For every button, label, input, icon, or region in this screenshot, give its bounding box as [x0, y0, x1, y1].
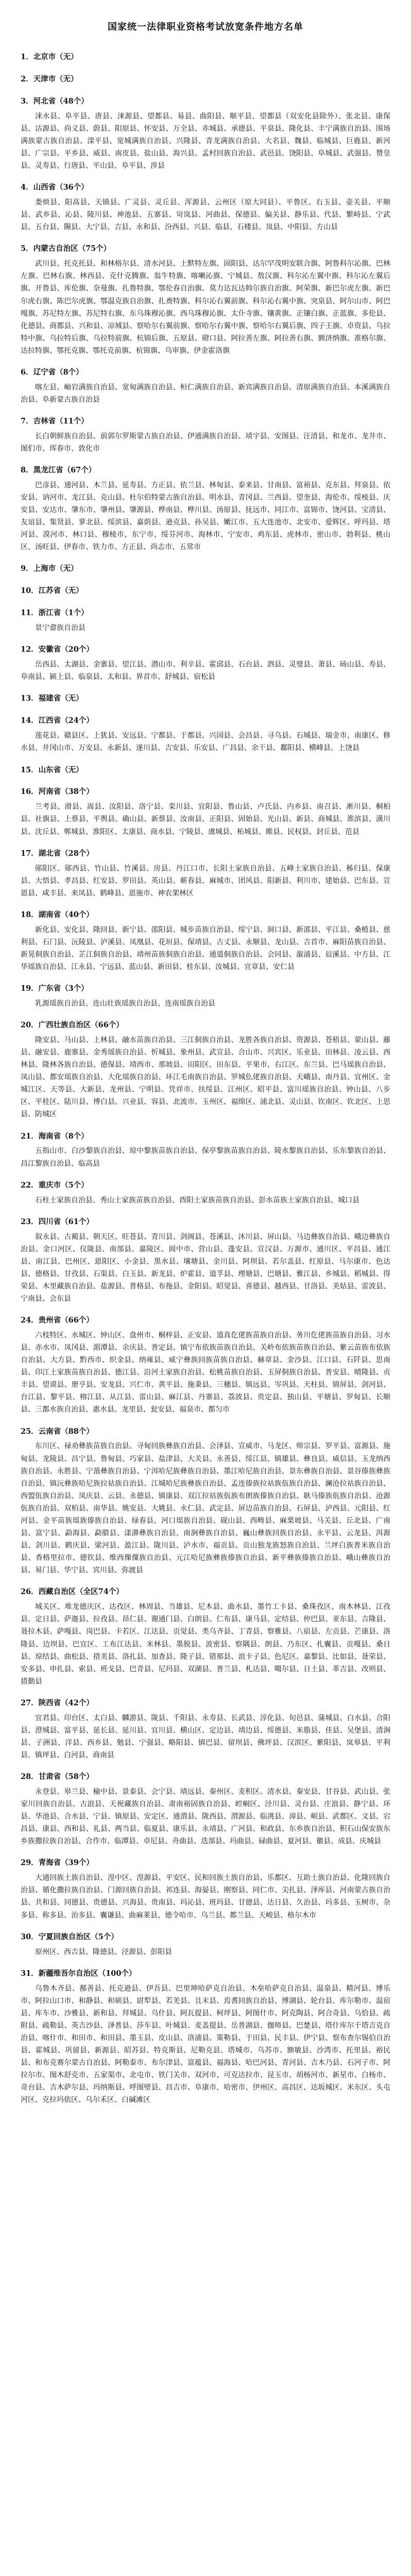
province-heading: 24．贵州省（66个） — [21, 1316, 94, 1325]
province-heading: 2．天津市（无） — [21, 74, 78, 83]
province-section — [21, 607, 390, 634]
province-section — [21, 1019, 390, 1121]
province-section — [21, 464, 390, 553]
province-heading: 26．西藏自治区（全区74个） — [21, 1587, 124, 1597]
county-list: 石柱土家族自治县、秀山土家族苗族自治县、酉阳土家族苗族自治县、彭水苗族土家族自治县、城口县 — [35, 1196, 359, 1205]
province-heading: 16．河南省（38个） — [21, 787, 94, 796]
province-section — [21, 181, 390, 233]
county-list: 喀左县、岫岩满族自治县、宽甸满族自治县、桓仁满族自治县、新宾满族自治县、清原满族自治县、本溪满族自治县、阜新蒙古族自治县 — [21, 383, 390, 404]
county-list: 六枝特区、水城区、钟山区、盘州市、桐梓县、正安县、道真仡佬族苗族自治县、务川仡佬族苗族自治县、习水县、赤水市、凤冈县、湄潭县、余庆县、普定县、镇宁布依族苗族自治县、关岭布依族苗族自治县、紫云苗族布依族自治县、大方县、黔西市、织金县、纳雍县、威宁彝族回族苗族自治县、赫章县、金沙县、江口县、石阡县、思南县、印江土家族苗族自治县、德江县、沿河土家族自治县、松桃苗族自治县、玉屏侗族自治县、普安县、晴隆县、贞丰县、望谟县、册亨县、安龙县、兴仁市、黄平县、施秉县、三穗县、镇远县、岑巩县、天柱县、锦屏县、剑河县、台江县、黎平县、榕江县、从江县、雷山县、麻江县、丹寨县、荔波县、贵定县、独山县、平塘县、罗甸县、长顺县、三都水族自治县、惠水县、龙里县、瓮安县、福泉市、都匀市 — [21, 1331, 390, 1414]
province-section — [21, 1216, 390, 1305]
province-section — [21, 692, 390, 705]
province-heading: 11．浙江省（1个） — [21, 608, 89, 618]
province-section — [21, 1931, 390, 1958]
province-heading: 5．内蒙古自治区（75个） — [21, 244, 111, 253]
province-heading: 4．山西省（36个） — [21, 183, 89, 192]
province-section — [21, 1968, 390, 2107]
county-list: 长白朝鲜族自治县、前郭尔罗斯蒙古族自治县、伊通满族自治县、靖宇县、安图县、汪清县、和龙市、龙井市、图们市、珲春市、敦化市 — [21, 432, 390, 453]
county-list: 五指山市、白沙黎族自治县、琼中黎族苗族自治县、保亭黎族苗族自治县、陵水黎族自治县、乐东黎族自治县、昌江黎族自治县、临高县 — [21, 1147, 390, 1168]
county-list: 宜君县、印台区、太白县、麟游县、陇县、千阳县、永寿县、长武县、淳化县、旬邑县、蒲城县、白水县、合阳县、澄城县、富平县、延长县、延川县、宜川县、横山区、定边县、靖边县、绥德县、米脂县、佳县、吴堡县、清涧县、子洲县、洋县、西乡县、勉县、宁强县、略阳县、镇巴县、留坝县、佛坪县、汉滨区、紫阳县、岚皋县、平利县、镇坪县、白河县、商南县 — [21, 1714, 390, 1759]
province-section — [21, 585, 390, 598]
province-section — [21, 1426, 390, 1577]
province-heading: 30．宁夏回族自治区（5个） — [21, 1932, 118, 1941]
province-section — [21, 1857, 390, 1921]
county-list: 武川县、托克托县、和林格尔县、清水河县、土默特左旗、固阳县、达尔罕茂明安联合旗、阿鲁科尔沁旗、巴林左旗、巴林右旗、林西县、克什克腾旗、翁牛特旗、喀喇沁旗、宁城县、敖汉旗、科尔沁左翼中旗、科尔沁左翼后旗、开鲁县、库伦旗、奈曼旗、扎鲁特旗、鄂伦春自治旗、莫力达瓦达斡尔族自治旗、阿荣旗、新巴尔虎左旗、新巴尔虎右旗、陈巴尔虎旗、鄂温克族自治旗、扎赉特旗、科尔沁右翼前旗、科尔沁右翼中旗、突泉县、阿尔山市、阿巴嘎旗、苏尼特左旗、苏尼特右旗、东乌珠穆沁旗、西乌珠穆沁旗、太仆寺旗、镶黄旗、正镶白旗、正蓝旗、多伦县、化德县、商都县、兴和县、凉城县、察哈尔右翼前旗、察哈尔右翼中旗、察哈尔右翼后旗、四子王旗、卓资县、乌拉特中旗、乌拉特后旗、乌拉特前旗、杭锦后旗、五原县、磴口县、阿拉善左旗、阿拉善右旗、额济纳旗、准格尔旗、达拉特旗、鄂托克旗、鄂托克前旗、杭锦旗、乌审旗、伊金霍洛旗 — [21, 260, 390, 355]
province-heading: 18．湖南省（40个） — [21, 910, 94, 919]
province-section — [21, 1697, 390, 1761]
county-list: 叙永县、古蔺县、朝天区、旺苍县、青川县、剑阁县、苍溪县、沐川县、屏山县、马边彝族自治县、峨边彝族自治县、金口河区、仪陇县、南部县、嘉陵区、阆中市、营山县、蓬安县、宣汉县、万源市、通川区、平昌县、通江县、南江县、巴州区、恩阳区、小金县、黑水县、壤塘县、金川县、阿坝县、若尔盖县、红原县、马尔康市、色达县、德格县、甘孜县、石渠县、白玉县、新龙县、炉霍县、道孚县、理塘县、巴塘县、雅江县、乡城县、稻城县、得荣县、木里藏族自治县、盐源县、普格县、布拖县、金阳县、昭觉县、喜德县、越西县、甘洛县、美姑县、雷波县、宁南县、会东县 — [21, 1232, 390, 1303]
province-heading: 23．四川省（61个） — [21, 1217, 94, 1226]
province-section — [21, 95, 390, 172]
province-heading: 21．海南省（8个） — [21, 1131, 89, 1141]
province-section — [21, 1179, 390, 1207]
province-section — [21, 1130, 390, 1170]
province-section — [21, 1771, 390, 1848]
province-heading: 17．湖北省（28个） — [21, 849, 94, 858]
province-heading: 14．江西省（24个） — [21, 716, 94, 725]
county-list: 大通回族土族自治县、湟中区、湟源县、平安区、民和回族土族自治县、乐都区、互助土族自治县、化隆回族自治县、循化撒拉族自治县、门源回族自治县、祁连县、海晏县、刚察县、同仁市、尖扎县、泽库县、河南蒙古族自治县、共和县、同德县、贵德县、兴海县、贵南县、玛沁县、班玛县、甘德县、达日县、久治县、玛多县、玉树市、杂多县、称多县、治多县、囊谦县、曲麻莱县、德令哈市、乌兰县、都兰县、天峻县、格尔木市 — [21, 1874, 390, 1920]
province-section — [21, 848, 390, 900]
province-section — [21, 415, 390, 455]
province-heading: 19．广东省（3个） — [21, 984, 89, 993]
province-section — [21, 1314, 390, 1416]
county-list: 城关区、堆龙德庆区、达孜区、林周县、当雄县、尼木县、曲水县、墨竹工卡县、桑珠孜区、南木林县、江孜县、定日县、萨迦县、拉孜县、昂仁县、谢通门县、白朗县、仁布县、康马县、定结县、仲巴县、亚东县、吉隆县、聂拉木县、萨嘎县、岗巴县、卡若区、江达县、贡觉县、类乌齐县、丁青县、察雅县、八宿县、左贡县、芒康县、洛隆县、边坝县、巴宜区、工布江达县、米林县、墨脱县、波密县、察隅县、朗县、乃东区、扎囊县、贡嘎县、桑日县、琼结县、曲松县、措美县、洛扎县、加查县、隆子县、错那县、浪卡子县、色尼区、嘉黎县、比如县、聂荣县、安多县、申扎县、索县、班戈县、巴青县、尼玛县、双湖县、普兰县、札达县、噶尔县、日土县、革吉县、改则县、措勤县 — [21, 1603, 390, 1686]
province-heading: 9．上海市（无） — [21, 564, 78, 573]
province-section — [21, 786, 390, 838]
county-list: 娄烦县、阳高县、天镇县、广灵县、灵丘县、浑源县、云州区（原大同县）、平鲁区、右玉县、壶关县、平顺县、武乡县、沁县、陵川县、神池县、五寨县、岢岚县、河曲县、保德县、偏关县、静乐县、代县、繁峙县、宁武县、五台县、隰县、大宁县、吉县、永和县、汾西县、兴县、临县、石楼县、岚县、中阳县、方山县 — [21, 198, 390, 232]
province-section — [21, 1586, 390, 1687]
county-list: 岳西县、太湖县、金寨县、望江县、潜山市、利辛县、霍邱县、石台县、泗县、灵璧县、萧县、砀山县、寿县、阜南县、颍上县、临泉县、太和县、界首市、舒城县、宿松县 — [21, 660, 390, 682]
province-heading: 15．山东省（无） — [21, 765, 83, 774]
province-heading: 28．甘肃省（58个） — [21, 1772, 94, 1782]
county-list: 永登县、皋兰县、榆中县、景泰县、会宁县、靖远县、秦州区、麦积区、清水县、秦安县、甘谷县、武山县、张家川回族自治县、古浪县、天祝藏族自治县、肃南裕固族自治县、崆峒区、泾川县、灵台县、庄浪县、静宁县、环县、华池县、合水县、宁县、镇原县、安定区、通渭县、陇西县、渭源县、临洮县、漳县、岷县、武都区、文县、宕昌县、康县、西和县、礼县、两当县、临夏县、康乐县、永靖县、广河县、和政县、东乡族自治县、积石山保安族东乡族撒拉族自治县、合作市、临潭县、卓尼县、舟曲县、迭部县、玛曲县、碌曲县、夏河县、徽县、成县、庆城县 — [21, 1788, 390, 1846]
province-section — [21, 51, 390, 64]
county-list: 乳源瑶族自治县、连山壮族瑶族自治县、连南瑶族自治县 — [35, 999, 215, 1008]
county-list: 东川区、禄劝彝族苗族自治县、寻甸回族彝族自治县、会泽县、宣威市、马龙区、师宗县、罗平县、富源县、施甸县、龙陵县、昌宁县、鲁甸县、巧家县、盐津县、大关县、永善县、绥江县、镇雄县、彝良县、威信县、玉龙纳西族自治县、永胜县、宁蒗彝族自治县、宁洱哈尼族彝族自治县、墨江哈尼族自治县、景东彝族自治县、景谷傣族彝族自治县、镇沅彝族哈尼族拉祜族自治县、江城哈尼族彝族自治县、孟连傣族拉祜族佤族自治县、澜沧拉祜族自治县、西盟佤族自治县、凤庆县、云县、永德县、镇康县、双江拉祜族佤族布朗族傣族自治县、耿马傣族佤族自治县、沧源佤族自治县、双柏县、南华县、姚安县、大姚县、永仁县、武定县、屏边苗族自治县、石屏县、泸西县、元阳县、红河县、金平苗族瑶族傣族自治县、绿春县、河口瑶族自治县、砚山县、西畴县、麻栗坡县、马关县、丘北县、广南县、富宁县、勐海县、勐腊县、漾濞彝族自治县、南涧彝族自治县、巍山彝族回族自治县、永平县、云龙县、洱源县、剑川县、鹤庆县、梁河县、盈江县、陇川县、泸水市、福贡县、贡山独龙族怒族自治县、兰坪白族普米族自治县、香格里拉市、德钦县、维西傈僳族自治县、元江哈尼族彝族傣族自治县、新平彝族傣族自治县、峨山彝族自治县、易门县、华宁县、宾川县、弥渡县 — [21, 1442, 390, 1575]
province-heading: 3．河北省（48个） — [21, 96, 89, 106]
province-heading: 8．黑龙江省（67个） — [21, 466, 96, 475]
province-section — [21, 909, 390, 973]
county-list: 莲花县、赣县区、上犹县、安远县、宁都县、于都县、兴国县、会昌县、寻乌县、石城县、瑞金市、南康区、修水县、井冈山市、万安县、永新县、遂川县、吉安县、乐安县、广昌县、余干县、鄱阳县、横峰县、上饶县 — [21, 732, 390, 753]
county-list: 景宁畲族自治县 — [35, 624, 85, 633]
province-heading: 31．新疆维吾尔自治区（100个） — [21, 1969, 136, 1978]
county-list: 新化县、安化县、隆回县、新宁县、邵阳县、城步苗族自治县、绥宁县、洞口县、新邵县、平江县、桑植县、慈利县、石门县、沅陵县、泸溪县、凤凰县、花垣县、保靖县、古丈县、永顺县、龙山县、吉首市、麻阳苗族自治县、新晃侗族自治县、芷江侗族自治县、靖州苗族侗族自治县、通道侗族自治县、会同县、溆浦县、辰溪县、中方县、江华瑶族自治县、江永县、宁远县、蓝山县、新田县、桂东县、汝城县、宜章县、安仁县 — [21, 925, 390, 971]
province-heading: 6．辽宁省（8个） — [21, 367, 83, 377]
province-section — [21, 563, 390, 575]
province-heading: 13．福建省（无） — [21, 694, 83, 703]
province-section — [21, 73, 390, 86]
province-section — [21, 982, 390, 1010]
province-heading: 7．吉林省（11个） — [21, 416, 89, 426]
county-list: 隆安县、马山县、上林县、融水苗族自治县、三江侗族自治县、龙胜各族自治县、资源县、苍梧县、蒙山县、藤县、融安县、鹿寨县、金秀瑶族自治县、忻城县、象州县、武宣县、合山市、兴宾区、乐业县、田林县、凌云县、西林县、隆林各族自治县、德保县、靖西市、那坡县、田阳区、田东县、平果市、右江区、东兰县、巴马瑶族自治县、凤山县、都安瑶族自治县、大化瑶族自治县、环江毛南族自治县、罗城仫佬族自治县、天峨县、南丹县、宜州区、金城江区、天等县、大新县、龙州县、宁明县、凭祥市、扶绥县、江州区、昭平县、富川瑶族自治县、钟山县、八步区、平桂区、陆川县、博白县、兴业县、容县、北流市、玉州区、福绵区、浦北县、灵山县、钦南区、钦北区、上思县、防城区 — [21, 1036, 390, 1119]
county-list: 涞水县、阜平县、唐县、涞源县、望都县、易县、曲阳县、顺平县、望都县（双安化县除外）、张北县、康保县、沽源县、尚义县、蔚县、阳原县、怀安县、万全县、赤城县、承德县、平泉县、隆化县、丰宁满族自治县、围场满族蒙古族自治县、滦平县、宽城满族自治县、兴隆县、青龙满族自治县、大名县、魏县、临城县、巨鹿县、新河县、广宗县、平乡县、威县、南皮县、盐山县、海兴县、孟村回族自治县、武邑县、饶阳县、阜城县、武强县、赞皇县、灵寿县、行唐县、平山县、阜平县、涉县 — [21, 112, 390, 171]
province-heading: 10．江苏省（无） — [21, 586, 83, 596]
province-section — [21, 366, 390, 406]
province-heading: 1．北京市（无） — [21, 52, 78, 61]
province-heading: 27．陕西省（42个） — [21, 1698, 94, 1707]
province-section — [21, 715, 390, 754]
document-title: 国家统一法律职业资格考试放宽条件地方名单 — [108, 22, 303, 32]
county-list: 乌鲁木齐县、鄯善县、托克逊县、伊吾县、巴里坤哈萨克自治县、木垒哈萨克自治县、温泉县、精河县、博乐市、阿拉山口市、和静县、和硕县、尉犁县、若羌县、且末县、焉耆回族自治县、博湖县、轮台县、库尔勒市、温宿县、库车市、沙雅县、新和县、拜城县、乌什县、阿瓦提县、柯坪县、阿图什市、阿克陶县、阿合奇县、乌恰县、疏附县、疏勒县、英吉沙县、泽普县、莎车县、叶城县、麦盖提县、岳普湖县、伽师县、巴楚县、塔什库尔干塔吉克自治县、喀什市、和田市、和田县、墨玉县、皮山县、洛浦县、策勒县、于田县、民丰县、伊宁县、察布查尔锡伯自治县、霍城县、巩留县、新源县、昭苏县、特克斯县、尼勒克县、塔城市、乌苏市、额敏县、沙湾市、托里县、裕民县、和布克赛尔蒙古自治县、阿勒泰市、布尔津县、富蕴县、福海县、哈巴河县、青河县、吉木乃县、石河子市、阿拉尔市、图木舒克市、五家渠市、北屯市、铁门关市、双河市、可克达拉市、昆玉市、胡杨河市、新星市、白杨市、奇台县、吉木萨尔县、玛纳斯县、呼图壁县、昌吉市、阜康市、哈密市、伊州区、高昌区、达坂城区、米东区、头屯河区、克拉玛依区、乌尔禾区、白碱滩区 — [21, 1984, 390, 2105]
province-list — [21, 51, 390, 2106]
county-list: 兰考县、滑县、嵩县、汝阳县、洛宁县、栾川县、宜阳县、鲁山县、卢氏县、内乡县、南召县、淅川县、桐柏县、社旗县、上蔡县、平舆县、确山县、新蔡县、汝南县、正阳县、固始县、光山县、新县、商城县、淮滨县、潢川县、沈丘县、郸城县、淮阳区、太康县、商水县、宁陵县、虞城县、柘城县、睢县、民权县、封丘县、范县 — [21, 803, 390, 836]
county-list: 郧阳区、郧西县、竹山县、竹溪县、房县、丹江口市、长阳土家族自治县、五峰土家族自治县、秭归县、保康县、大悟县、孝昌县、红安县、罗田县、英山县、蕲春县、麻城市、团风县、阳新县、利川市、建始县、巴东县、宣恩县、咸丰县、来凤县、鹤峰县、恩施市、神农架林区 — [21, 864, 390, 897]
province-section — [21, 243, 390, 357]
county-list: 巴彦县、通河县、木兰县、延寿县、方正县、依兰县、林甸县、泰来县、甘南县、富裕县、克东县、拜泉县、依安县、讷河市、龙江县、克山县、杜尔伯特蒙古族自治县、明水县、青冈县、兰西县、望奎县、海伦市、绥棱县、庆安县、安达市、肇东市、肇州县、肇源县、桦南县、桦川县、汤原县、抚远市、同江市、富锦市、饶河县、宝清县、友谊县、集贤县、萝北县、绥滨县、嘉荫县、逊克县、孙吴县、嫩江市、五大连池市、北安市、爱辉区、呼玛县、塔河县、漠河市、林口县、穆棱市、东宁市、绥芬河市、海林市、宁安市、鸡东县、虎林市、密山市、勃利县、桃山区、汤旺县、伊春市、铁力市、方正县、尚志市、五常市 — [21, 481, 390, 552]
province-heading: 29．青海省（39个） — [21, 1858, 94, 1868]
province-heading: 12．安徽省（20个） — [21, 645, 94, 654]
province-section — [21, 643, 390, 683]
province-section — [21, 764, 390, 777]
province-heading: 22．重庆市（5个） — [21, 1180, 89, 1190]
province-heading: 25．云南省（88个） — [21, 1427, 94, 1436]
province-heading: 20．广西壮族自治区（66个） — [21, 1021, 124, 1030]
county-list: 原州区、西吉县、隆德县、泾源县、彭阳县 — [35, 1947, 172, 1956]
